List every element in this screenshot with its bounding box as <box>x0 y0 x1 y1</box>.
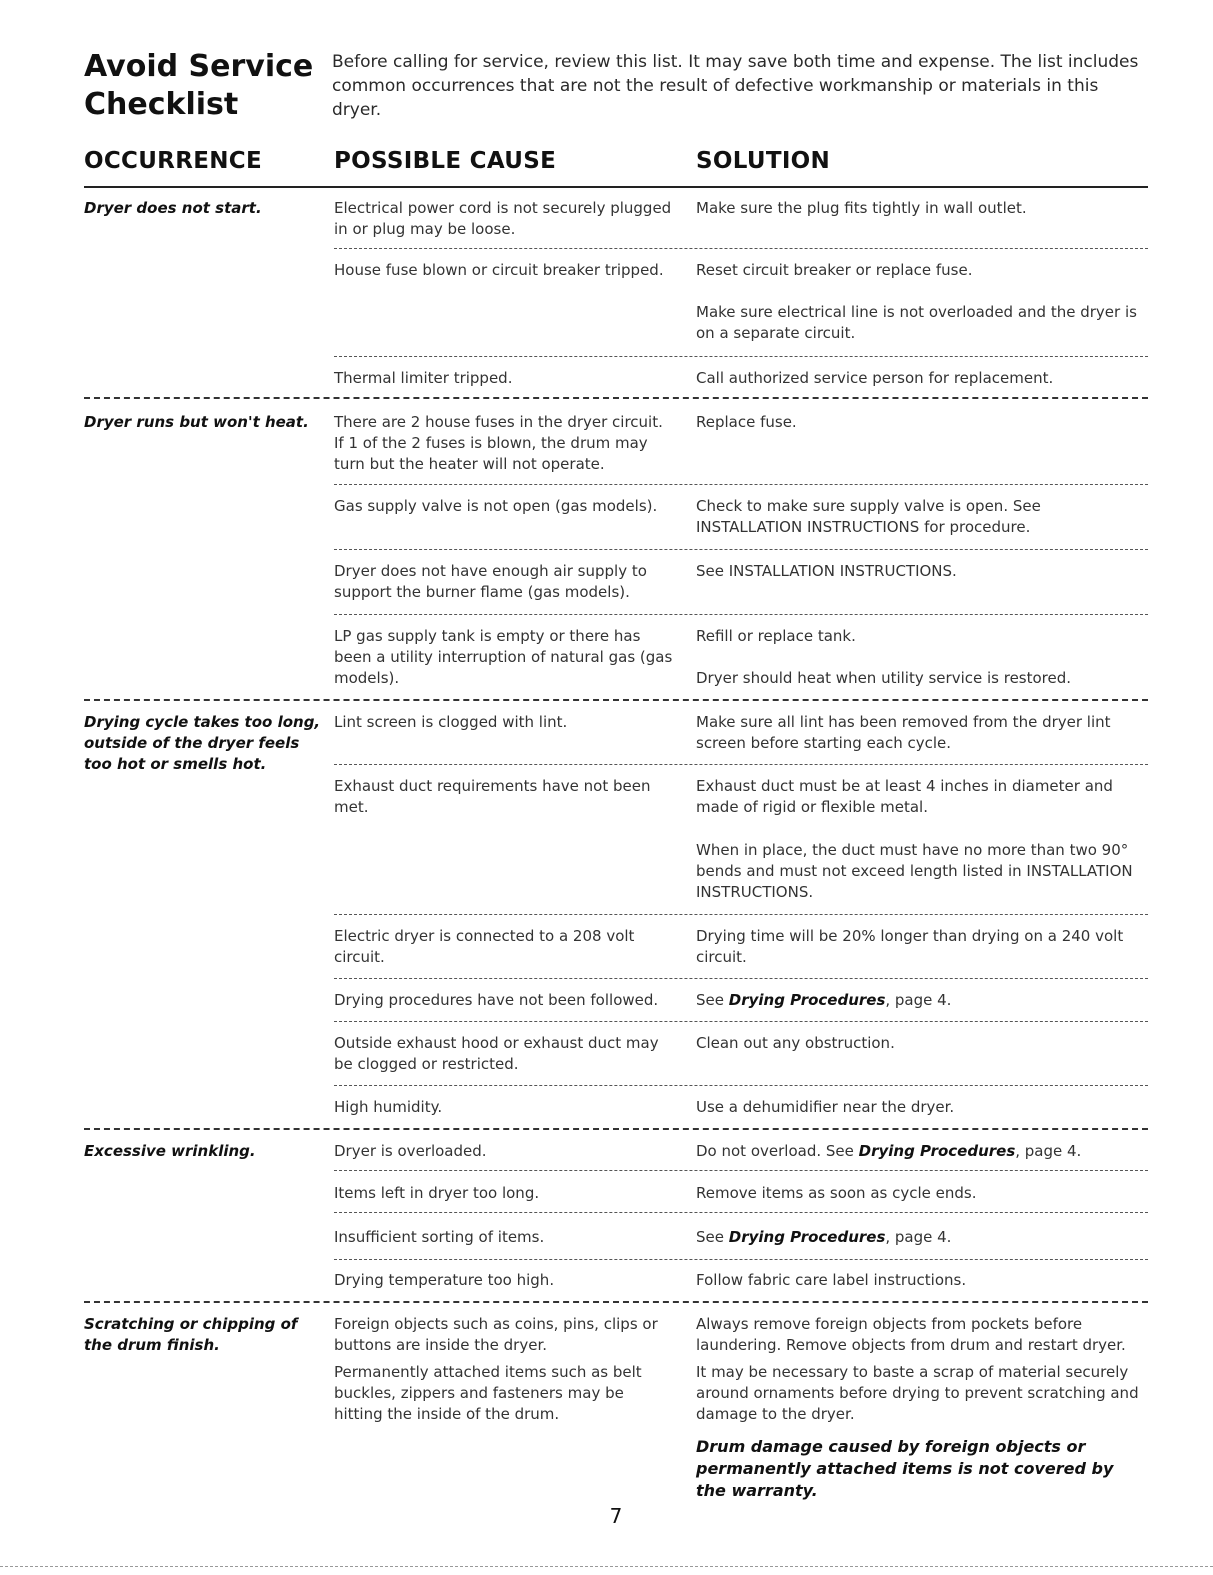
group-divider <box>84 1301 1148 1303</box>
row-divider <box>334 614 1148 615</box>
cause-text: Dryer does not have enough air supply to support the burner flame (gas models). <box>334 562 647 601</box>
solution-text: It may be necessary to baste a scrap of material securely around ornaments before drying to prevent scratching and damage to the dryer. <box>696 1363 1139 1423</box>
title-line-1: Avoid Service <box>84 49 314 84</box>
occurrence-scratching-chipping: Scratching or chipping of the drum finish. <box>84 1315 298 1354</box>
solution-text: Call authorized service person for replacement. <box>696 369 1054 387</box>
row-divider <box>334 484 1148 485</box>
cause-text: Drying procedures have not been followed. <box>334 991 659 1009</box>
group-divider <box>84 1128 1148 1130</box>
occurrence-drying-too-long: Drying cycle takes too long, outside of the dryer feels too hot or smells hot. <box>84 713 321 773</box>
solution-text: Clean out any obstruction. <box>696 1034 895 1052</box>
warranty-warning: Drum damage caused by foreign objects or permanently attached items is not covered by the warranty. <box>696 1437 1114 1500</box>
solution-text-pre: See <box>696 991 729 1009</box>
solution-text: Make sure all lint has been removed from the dryer lint screen before starting each cycle. <box>696 713 1111 752</box>
drying-procedures-reference: Drying Procedures <box>728 1228 886 1246</box>
solution-text-post: , page 4. <box>1015 1142 1082 1160</box>
cause-text: There are 2 house fuses in the dryer circuit. If 1 of the 2 fuses is blown, the drum may turn but the heater will not operate. <box>334 413 663 473</box>
solution-text <box>696 1141 1148 1162</box>
cause-text: Dryer is overloaded. <box>334 1142 487 1160</box>
occurrence-dryer-runs-no-heat: Dryer runs but won't heat. <box>84 413 309 431</box>
drying-procedures-reference: Drying Procedures <box>728 991 886 1009</box>
solution-text-pre: Do not overload. See <box>696 1142 859 1160</box>
cause-text: Electrical power cord is not securely plugged in or plug may be loose. <box>334 199 672 238</box>
solution-text-post: , page 4. <box>885 1228 952 1246</box>
column-header-cause: POSSIBLE CAUSE <box>334 148 557 174</box>
row-divider <box>334 1170 1148 1171</box>
intro-paragraph: Before calling for service, review this list. It may save both time and expense. The list includes common occurrences that are not the result of defective workmanship or materials in this dryer. <box>332 52 1139 120</box>
page-bottom-edge <box>0 1566 1213 1567</box>
row-divider <box>334 914 1148 915</box>
solution-text: Make sure the plug fits tightly in wall outlet. <box>696 199 1027 217</box>
cause-text: Thermal limiter tripped. <box>334 369 513 387</box>
page-number: 7 <box>609 1504 623 1528</box>
cause-text: Lint screen is clogged with lint. <box>334 713 568 731</box>
solution-text: See INSTALLATION INSTRUCTIONS. <box>696 562 957 580</box>
solution-text: Make sure electrical line is not overloaded and the dryer is on a separate circuit. <box>696 303 1137 342</box>
solution-text: Remove items as soon as cycle ends. <box>696 1184 977 1202</box>
cause-text: High humidity. <box>334 1098 443 1116</box>
group-divider <box>84 397 1148 399</box>
solution-text: Refill or replace tank. <box>696 627 856 645</box>
row-divider <box>334 1021 1148 1022</box>
cause-text: LP gas supply tank is empty or there has been a utility interruption of natural gas (gas models). <box>334 627 673 687</box>
row-divider <box>334 248 1148 249</box>
row-divider <box>334 978 1148 979</box>
solution-text-post: , page 4. <box>885 991 952 1009</box>
occurrence-excessive-wrinkling: Excessive wrinkling. <box>84 1142 256 1160</box>
solution-text: When in place, the duct must have no more than two 90° bends and must not exceed length listed in INSTALLATION INSTRUCTIONS. <box>696 841 1133 901</box>
row-divider <box>334 549 1148 550</box>
solution-text: Follow fabric care label instructions. <box>696 1271 967 1289</box>
solution-text <box>696 990 1148 1011</box>
cause-text: Exhaust duct requirements have not been met. <box>334 777 651 816</box>
column-header-occurrence: OCCURRENCE <box>84 148 262 174</box>
cause-text: Electric dryer is connected to a 208 volt circuit. <box>334 927 635 966</box>
cause-text: House fuse blown or circuit breaker tripped. <box>334 261 664 279</box>
group-divider <box>84 699 1148 701</box>
solution-text: Replace fuse. <box>696 413 797 431</box>
solution-text: Check to make sure supply valve is open. See INSTALLATION INSTRUCTIONS for procedure. <box>696 497 1041 536</box>
row-divider <box>334 1085 1148 1086</box>
solution-text <box>696 1227 1148 1248</box>
drying-procedures-reference: Drying Procedures <box>858 1142 1016 1160</box>
solution-text: Always remove foreign objects from pockets before laundering. Remove objects from drum and restart dryer. <box>696 1315 1126 1354</box>
occurrence-dryer-does-not-start: Dryer does not start. <box>84 199 262 217</box>
row-divider <box>334 1259 1148 1260</box>
solution-text: Exhaust duct must be at least 4 inches in diameter and made of rigid or flexible metal. <box>696 777 1113 816</box>
column-header-solution: SOLUTION <box>696 148 831 174</box>
row-divider <box>334 1212 1148 1213</box>
page-title <box>84 48 324 124</box>
cause-text: Outside exhaust hood or exhaust duct may be clogged or restricted. <box>334 1034 659 1073</box>
solution-text-pre: See <box>696 1228 729 1246</box>
solution-text: Reset circuit breaker or replace fuse. <box>696 261 973 279</box>
header-divider <box>84 186 1148 188</box>
solution-text: Drying time will be 20% longer than drying on a 240 volt circuit. <box>696 927 1124 966</box>
title-line-2: Checklist <box>84 87 239 122</box>
cause-text: Gas supply valve is not open (gas models). <box>334 497 658 515</box>
cause-text: Items left in dryer too long. <box>334 1184 540 1202</box>
cause-text: Foreign objects such as coins, pins, clips or buttons are inside the dryer. <box>334 1315 658 1354</box>
cause-text: Permanently attached items such as belt buckles, zippers and fasteners may be hitting the inside of the drum. <box>334 1363 642 1423</box>
row-divider <box>334 356 1148 357</box>
cause-text: Drying temperature too high. <box>334 1271 555 1289</box>
solution-text: Use a dehumidifier near the dryer. <box>696 1098 955 1116</box>
row-divider <box>334 764 1148 765</box>
cause-text: Insufficient sorting of items. <box>334 1228 545 1246</box>
solution-text: Dryer should heat when utility service is restored. <box>696 669 1072 687</box>
